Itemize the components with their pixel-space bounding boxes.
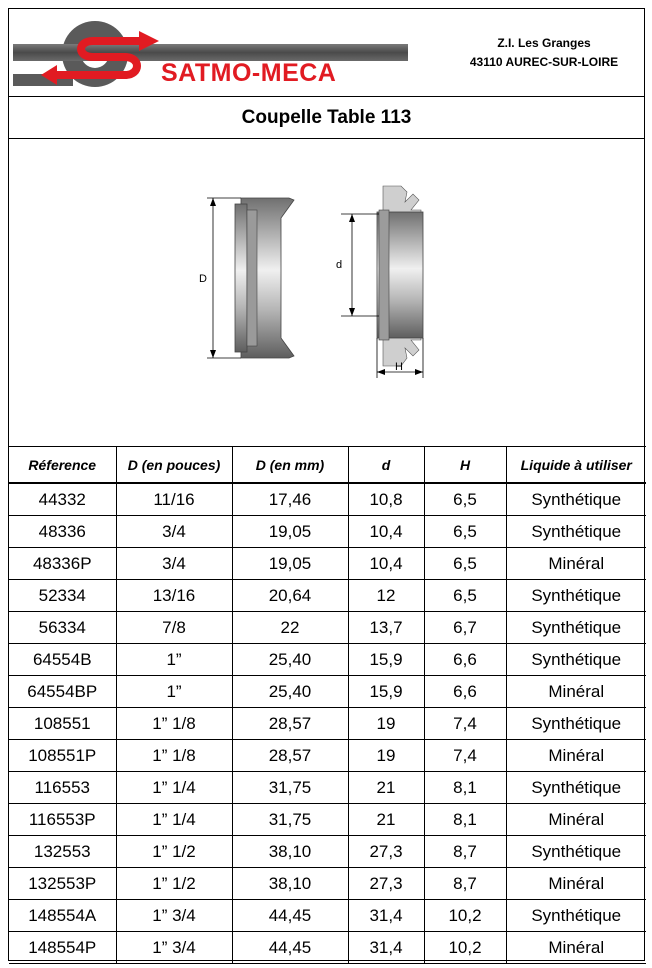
cell-liquid: Minéral: [506, 548, 646, 580]
cell-reference: 48336P: [9, 548, 116, 580]
technical-drawing: [9, 138, 644, 446]
cell-d-mm: 31,75: [232, 772, 348, 804]
cell-liquid: Synthétique: [506, 836, 646, 868]
table-row: [9, 483, 646, 516]
cell-small-d: 10,4: [348, 548, 424, 580]
table-row: [9, 516, 646, 548]
cell-h: 6,5: [424, 548, 506, 580]
cell-reference: 108551: [9, 708, 116, 740]
cell-h: 6,5: [424, 516, 506, 548]
cell-reference: 52334: [9, 580, 116, 612]
cell-h: 10,2: [424, 900, 506, 932]
table-row: [9, 772, 646, 804]
cell-d-inches: 3/4: [116, 548, 232, 580]
cell-small-d: 31,4: [348, 900, 424, 932]
cell-small-d: 13,7: [348, 612, 424, 644]
cell-liquid: Minéral: [506, 740, 646, 772]
table-row: [9, 580, 646, 612]
cell-h: 6,5: [424, 580, 506, 612]
cell-d-inches: 1” 1/2: [116, 868, 232, 900]
cell-small-d: 27,3: [348, 868, 424, 900]
cell-liquid: Minéral: [506, 932, 646, 964]
cell-reference: 56334: [9, 612, 116, 644]
cell-reference: 108551P: [9, 740, 116, 772]
cell-small-d: 21: [348, 772, 424, 804]
label-H: H: [395, 361, 403, 373]
cell-d-inches: 13/16: [116, 580, 232, 612]
cell-h: 8,1: [424, 772, 506, 804]
cell-liquid: Minéral: [506, 804, 646, 836]
cell-small-d: 19: [348, 740, 424, 772]
table-row: [9, 900, 646, 932]
company-name: SATMO-MECA: [161, 59, 337, 87]
cell-liquid: Synthétique: [506, 516, 646, 548]
cell-liquid: Synthétique: [506, 483, 646, 516]
col-small-d: d: [348, 447, 424, 484]
cup-section-view: [341, 186, 423, 378]
col-h: H: [424, 447, 506, 484]
page-title: Coupelle Table 113: [241, 107, 412, 128]
cell-liquid: Synthétique: [506, 612, 646, 644]
cell-h: 7,4: [424, 708, 506, 740]
cell-d-mm: 38,10: [232, 868, 348, 900]
title-bar: [9, 96, 644, 139]
cell-liquid: Synthétique: [506, 772, 646, 804]
table-row: [9, 932, 646, 964]
cell-liquid: Synthétique: [506, 644, 646, 676]
table-row: [9, 836, 646, 868]
cell-small-d: 27,3: [348, 836, 424, 868]
table-row: [9, 612, 646, 644]
cell-liquid: Synthétique: [506, 708, 646, 740]
table-row: [9, 644, 646, 676]
cell-d-inches: 1” 1/2: [116, 836, 232, 868]
cell-reference: 44332: [9, 483, 116, 516]
cell-d-mm: 28,57: [232, 740, 348, 772]
cell-liquid: Minéral: [506, 676, 646, 708]
cell-d-inches: 1” 3/4: [116, 900, 232, 932]
cell-d-mm: 38,10: [232, 836, 348, 868]
cell-h: 6,5: [424, 483, 506, 516]
cell-h: 6,7: [424, 612, 506, 644]
cell-small-d: 21: [348, 804, 424, 836]
cell-liquid: Synthétique: [506, 580, 646, 612]
cell-d-inches: 7/8: [116, 612, 232, 644]
label-d: d: [336, 259, 343, 271]
cell-reference: 132553: [9, 836, 116, 868]
cell-d-inches: 1” 1/8: [116, 708, 232, 740]
label-D: D: [199, 273, 207, 285]
cell-reference: 148554P: [9, 932, 116, 964]
cell-h: 10,2: [424, 932, 506, 964]
cell-d-mm: 25,40: [232, 644, 348, 676]
col-d-mm: D (en mm): [232, 447, 348, 484]
cell-h: 8,7: [424, 836, 506, 868]
table-row: [9, 740, 646, 772]
cell-h: 6,6: [424, 676, 506, 708]
cell-reference: 148554A: [9, 900, 116, 932]
cell-small-d: 10,8: [348, 483, 424, 516]
cell-liquid: Minéral: [506, 868, 646, 900]
spec-sheet: [8, 8, 645, 961]
cell-d-mm: 19,05: [232, 548, 348, 580]
cell-reference: 116553: [9, 772, 116, 804]
cell-small-d: 15,9: [348, 644, 424, 676]
address-line-2: 43110 AUREC-SUR-LOIRE: [469, 55, 619, 69]
cell-reference: 132553P: [9, 868, 116, 900]
table-row: [9, 676, 646, 708]
cell-small-d: 10,4: [348, 516, 424, 548]
cell-d-inches: 1” 1/4: [116, 772, 232, 804]
cell-d-inches: 1” 1/8: [116, 740, 232, 772]
cell-small-d: 19: [348, 708, 424, 740]
cell-d-mm: 44,45: [232, 900, 348, 932]
cell-d-inches: 1” 3/4: [116, 932, 232, 964]
cell-d-mm: 44,45: [232, 932, 348, 964]
cell-reference: 64554B: [9, 644, 116, 676]
table-row: [9, 548, 646, 580]
cell-reference: 64554BP: [9, 676, 116, 708]
cup-drawing-svg: [9, 138, 646, 446]
cell-d-inches: 1”: [116, 644, 232, 676]
table-row: [9, 868, 646, 900]
cell-d-mm: 25,40: [232, 676, 348, 708]
cell-d-mm: 31,75: [232, 804, 348, 836]
cell-small-d: 15,9: [348, 676, 424, 708]
cell-d-inches: 1” 1/4: [116, 804, 232, 836]
address-line-1: Z.I. Les Granges: [497, 36, 591, 50]
col-reference: Réference: [9, 447, 116, 484]
company-address: [444, 9, 644, 96]
cell-d-mm: 17,46: [232, 483, 348, 516]
cell-small-d: 31,4: [348, 932, 424, 964]
cell-h: 7,4: [424, 740, 506, 772]
cell-small-d: 12: [348, 580, 424, 612]
col-liquid: Liquide à utiliser: [506, 447, 646, 484]
cell-reference: 116553P: [9, 804, 116, 836]
cell-d-inches: 11/16: [116, 483, 232, 516]
cell-h: 8,1: [424, 804, 506, 836]
cell-d-inches: 3/4: [116, 516, 232, 548]
table-row: [9, 708, 646, 740]
table-body: [9, 483, 646, 964]
cell-d-mm: 20,64: [232, 580, 348, 612]
cell-d-mm: 28,57: [232, 708, 348, 740]
cell-h: 8,7: [424, 868, 506, 900]
cell-h: 6,6: [424, 644, 506, 676]
cell-liquid: Synthétique: [506, 900, 646, 932]
header: [9, 9, 644, 97]
specification-table: [9, 446, 646, 964]
table-row: [9, 804, 646, 836]
cell-reference: 48336: [9, 516, 116, 548]
cell-d-mm: 22: [232, 612, 348, 644]
table-header-row: [9, 447, 646, 484]
cell-d-inches: 1”: [116, 676, 232, 708]
cell-d-mm: 19,05: [232, 516, 348, 548]
cup-side-view: [207, 198, 294, 358]
col-d-inches: D (en pouces): [116, 447, 232, 484]
